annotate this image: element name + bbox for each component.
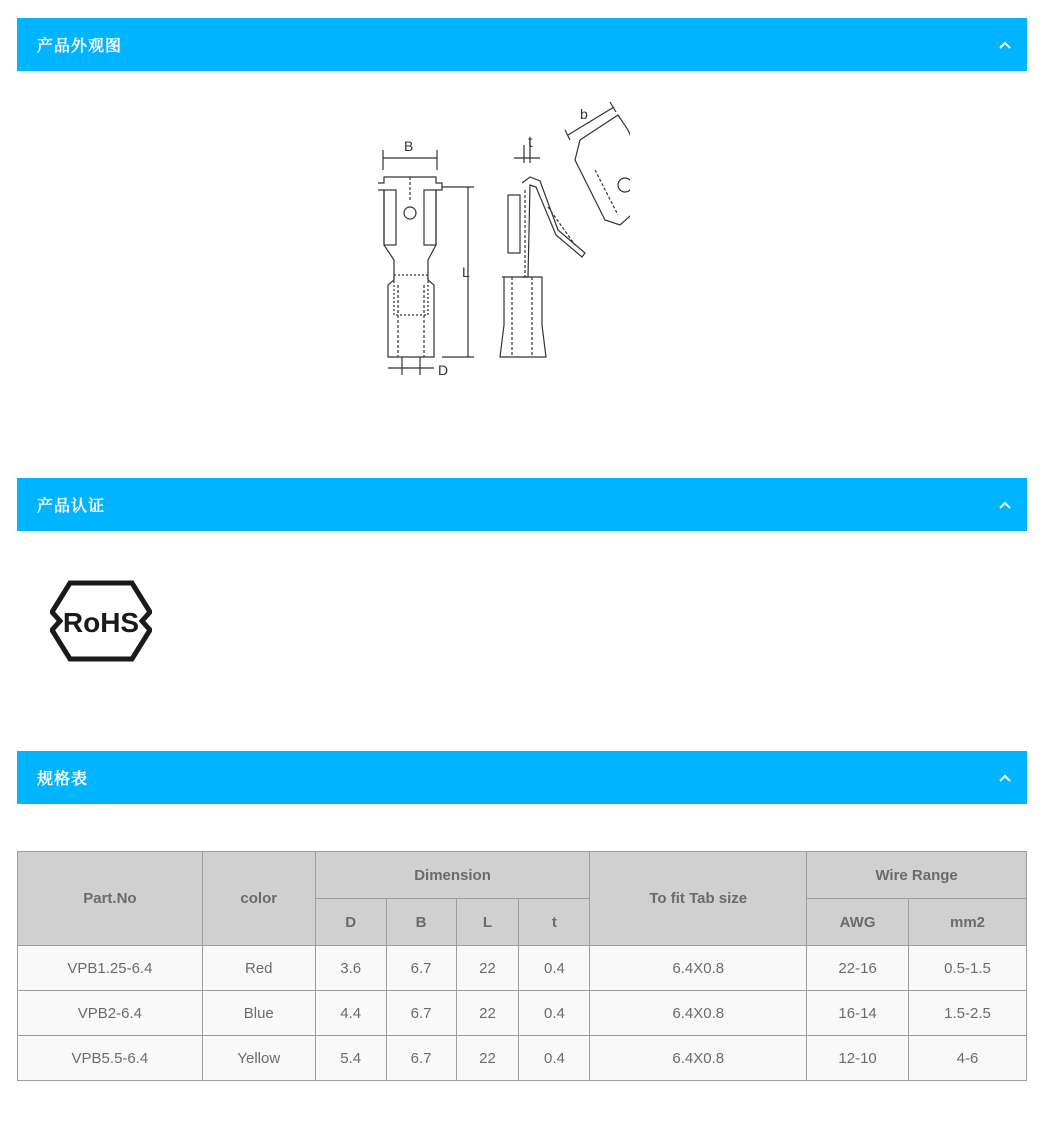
cell-tab: 6.4X0.8	[590, 946, 807, 991]
label-D: D	[438, 362, 449, 378]
cell-color: Blue	[202, 991, 315, 1036]
header-t: t	[519, 899, 590, 946]
rohs-logo	[50, 580, 152, 662]
header-awg: AWG	[807, 899, 909, 946]
chevron-up-icon[interactable]	[999, 774, 1011, 782]
cell-L: 22	[456, 1036, 519, 1081]
chevron-up-icon[interactable]	[999, 41, 1011, 49]
cell-color: Yellow	[202, 1036, 315, 1081]
header-part-no: Part.No	[18, 852, 203, 946]
table-row	[18, 946, 1027, 991]
header-D: D	[315, 899, 386, 946]
chevron-up-icon[interactable]	[999, 501, 1011, 509]
product-drawing	[370, 95, 630, 385]
cell-L: 22	[456, 946, 519, 991]
cell-awg: 22-16	[807, 946, 909, 991]
cell-L: 22	[456, 991, 519, 1036]
cell-color: Red	[202, 946, 315, 991]
header-color: color	[202, 852, 315, 946]
cell-B: 6.7	[386, 946, 456, 991]
section-header-appearance[interactable]	[17, 18, 1027, 71]
section-header-specification[interactable]	[17, 751, 1027, 804]
cell-part: VPB5.5-6.4	[18, 1036, 203, 1081]
cell-part: VPB1.25-6.4	[18, 946, 203, 991]
cell-mm2: 1.5-2.5	[909, 991, 1027, 1036]
header-L: L	[456, 899, 519, 946]
cell-tab: 6.4X0.8	[590, 1036, 807, 1081]
rohs-text: RoHS	[62, 607, 140, 638]
label-t: t	[528, 134, 533, 151]
cell-B: 6.7	[386, 991, 456, 1036]
section-header-certification[interactable]	[17, 478, 1027, 531]
header-B: B	[386, 899, 456, 946]
header-dimension: Dimension	[315, 852, 590, 899]
section-title: 产品认证	[37, 496, 106, 515]
cell-t: 0.4	[519, 946, 590, 991]
section-title: 产品外观图	[37, 36, 123, 55]
cell-D: 5.4	[315, 1036, 386, 1081]
cell-tab: 6.4X0.8	[590, 991, 807, 1036]
cell-awg: 12-10	[807, 1036, 909, 1081]
cell-t: 0.4	[519, 991, 590, 1036]
cell-B: 6.7	[386, 1036, 456, 1081]
cell-part: VPB2-6.4	[18, 991, 203, 1036]
label-B: B	[404, 138, 414, 154]
label-b: b	[580, 106, 588, 122]
label-L: L	[462, 264, 470, 280]
section-title: 规格表	[37, 769, 89, 788]
cell-D: 3.6	[315, 946, 386, 991]
cell-mm2: 4-6	[909, 1036, 1027, 1081]
header-tab-size: To fit Tab size	[590, 852, 807, 946]
cell-awg: 16-14	[807, 991, 909, 1036]
header-wire-range: Wire Range	[807, 852, 1027, 899]
spec-table	[17, 851, 1027, 1081]
table-row	[18, 1036, 1027, 1081]
cell-mm2: 0.5-1.5	[909, 946, 1027, 991]
cell-D: 4.4	[315, 991, 386, 1036]
header-mm2: mm2	[909, 899, 1027, 946]
table-row	[18, 991, 1027, 1036]
cell-t: 0.4	[519, 1036, 590, 1081]
